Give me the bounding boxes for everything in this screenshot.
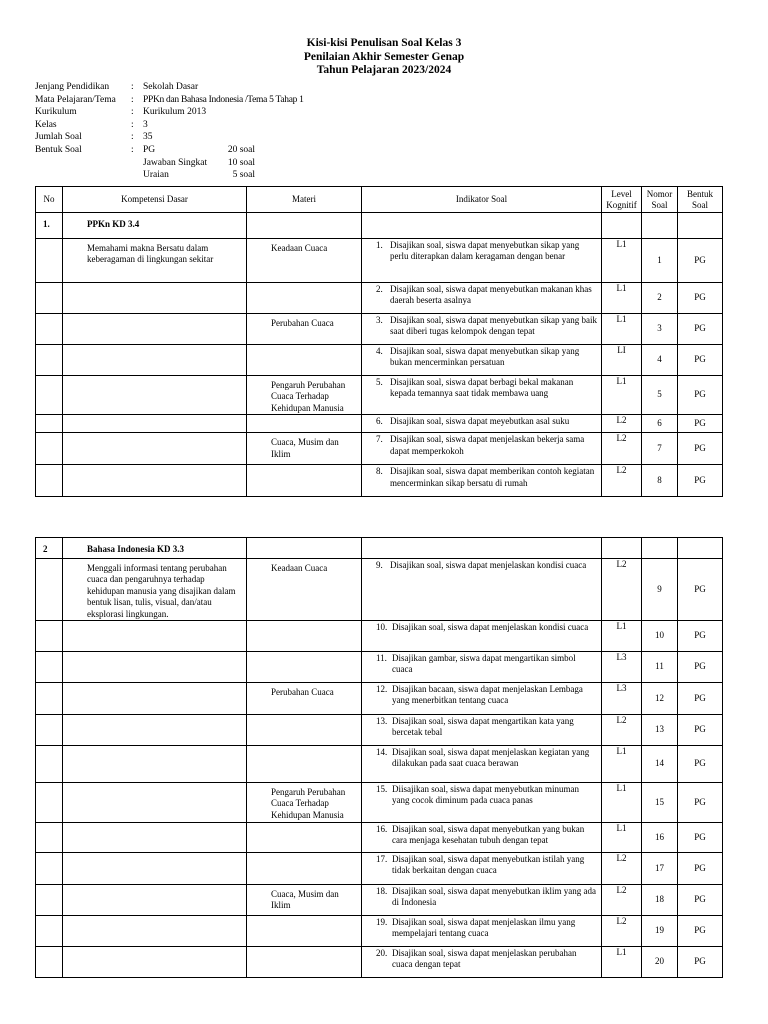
nomor-soal: 17 (642, 853, 678, 885)
nomor-soal: 16 (642, 823, 678, 853)
level-kognitif: L2 (602, 559, 642, 621)
bentuk-soal: PG (678, 621, 723, 652)
indikator-number: 13. (376, 716, 388, 727)
document-info (35, 81, 304, 182)
indikator-text: Disajikan soal, siswa dapat menjelaskan bekerja sama dapat memperkokoh (390, 434, 585, 456)
section-number: 1. (36, 213, 63, 239)
column-header: Materi (247, 187, 362, 213)
section-title-row (36, 538, 723, 559)
bentuk-soal: PG (678, 823, 723, 853)
table-row (36, 283, 723, 314)
row-number-cell (36, 683, 63, 715)
row-number-cell (36, 916, 63, 947)
kompetensi-dasar-empty (63, 345, 247, 376)
indikator-number: 11. (376, 653, 387, 664)
kompetensi-dasar-empty (63, 783, 247, 823)
level-kognitif: L2 (602, 885, 642, 916)
nomor-soal: 2 (642, 283, 678, 314)
materi (247, 746, 362, 783)
level-kognitif: L2 (602, 916, 642, 947)
info-row: Jenjang Pendidikan : Sekolah Dasar (35, 82, 199, 92)
level-kognitif: L1 (602, 621, 642, 652)
indikator-soal (362, 433, 602, 465)
row-number-cell (36, 823, 63, 853)
level-kognitif: L1 (602, 783, 642, 823)
indikator-number: 12. (376, 684, 388, 695)
indikator-soal (362, 783, 602, 823)
kompetensi-dasar-empty (63, 683, 247, 715)
indikator-text: Diisajikan soal, siswa dapat menyebutkan minuman yang cocok diminum pada cuaca panas (392, 784, 579, 806)
indikator-text: Disajikan bacaan, siswa dapat menjelaskan Lembaga yang menerbitkan tentang cuaca (392, 684, 583, 706)
kompetensi-dasar-empty (63, 885, 247, 916)
level-kognitif: LI (602, 345, 642, 376)
kompetensi-dasar: Memahami makna Bersatu dalam keberagaman di lingkungan sekitar (63, 239, 247, 283)
kompetensi-dasar-empty (63, 433, 247, 465)
info-label: Kurikulum (35, 107, 77, 118)
materi (247, 621, 362, 652)
nomor-soal: 8 (642, 465, 678, 497)
table-row (36, 433, 723, 465)
indikator-text: Disajikan soal, siswa dapat menjelaskan kondisi cuaca (390, 560, 587, 570)
row-number-cell (36, 559, 63, 621)
bentuk-soal: PG (678, 433, 723, 465)
table-row (36, 314, 723, 345)
nomor-soal: 11 (642, 652, 678, 683)
bentuk-soal-item: Jawaban Singkat 10 soal (143, 157, 255, 168)
kompetensi-dasar-empty (63, 465, 247, 497)
indikator-soal (362, 559, 602, 621)
indikator-soal (362, 823, 602, 853)
kompetensi-dasar-empty (63, 621, 247, 652)
bentuk-soal: PG (678, 283, 723, 314)
row-number-cell (36, 415, 63, 433)
materi: Pengaruh Perubahan Cuaca Terhadap Kehidupan Manusia (247, 376, 362, 415)
level-kognitif: L2 (602, 715, 642, 746)
indikator-text: Disajikan soal, siswa dapat menjelaskan kegiatan yang dilakukan pada saat cuaca berawan (392, 747, 590, 769)
indikator-text: Disajikan soal, siswa dapat menyebutkan yang bukan cara menjaga kesehatan tubuh dengan tepat (392, 824, 585, 846)
nomor-soal: 13 (642, 715, 678, 746)
info-label: Bentuk Soal (35, 144, 82, 155)
indikator-text: Disajikan soal, siswa dapat menyebutkan sikap yang bukan mencerminkan persatuan (390, 346, 580, 368)
materi: Pengaruh Perubahan Cuaca Terhadap Kehidupan Manusia (247, 783, 362, 823)
nomor-soal: 19 (642, 916, 678, 947)
row-number-cell (36, 239, 63, 283)
row-number-cell (36, 376, 63, 415)
nomor-soal: 9 (642, 559, 678, 621)
bentuk-soal: PG (678, 652, 723, 683)
materi: Keadaan Cuaca (247, 559, 362, 621)
info-row-bentuk-soal: Bentuk Soal : PG 20 soal Jawaban Singkat 10 soal Uraian 5 soal (35, 144, 255, 181)
indikator-soal (362, 683, 602, 715)
info-value: Kurikulum 2013 (143, 107, 207, 118)
indikator-soal (362, 415, 602, 433)
table-row (36, 559, 723, 621)
row-number-cell (36, 783, 63, 823)
title-line: Tahun Pelajaran 2023/2024 (316, 64, 452, 76)
indikator-text: Disajikan soal, siswa dapat menyebutkan makanan khas daerah beserta asalnya (390, 284, 592, 306)
materi (247, 916, 362, 947)
bentuk-soal: PG (678, 465, 723, 497)
nomor-soal: 18 (642, 885, 678, 916)
table-row (36, 783, 723, 823)
level-kognitif: L2 (602, 853, 642, 885)
section-number: 2 (36, 538, 63, 559)
indikator-text: Disajikan soal, siswa dapat menyebutkan sikap yang perlu diterapkan dalam keragaman dengan benar (390, 240, 580, 262)
indikator-text: Disajikan soal, siswa dapat memberikan contoh kegiatan mencerminkan sikap bersatu di rumah (390, 466, 595, 488)
indikator-number: 7. (376, 434, 383, 445)
table-row (36, 746, 723, 783)
indikator-soal (362, 621, 602, 652)
indikator-text: Disajikan soal, siswa dapat menyebutkan iklim yang ada di Indonesia (392, 886, 596, 908)
row-number-cell (36, 621, 63, 652)
table-row (36, 715, 723, 746)
materi (247, 947, 362, 978)
materi (247, 652, 362, 683)
bentuk-soal: PG (678, 853, 723, 885)
level-kognitif: L2 (602, 415, 642, 433)
row-number-cell (36, 652, 63, 683)
row-number-cell (36, 947, 63, 978)
column-header: Bentuk Soal (678, 187, 723, 213)
level-kognitif: L1 (602, 239, 642, 283)
kompetensi-dasar-empty (63, 415, 247, 433)
info-label: Jumlah Soal (35, 132, 82, 143)
bentuk-soal: PG (678, 239, 723, 283)
bentuk-soal: PG (678, 314, 723, 345)
document-title (0, 37, 768, 78)
indikator-number: 15. (376, 784, 388, 795)
table-row (36, 239, 723, 283)
indikator-soal (362, 314, 602, 345)
materi: Cuaca, Musim dan Iklim (247, 885, 362, 916)
nomor-soal: 6 (642, 415, 678, 433)
indikator-text: Disajikan soal, siswa dapat menyebutkan istilah yang tidak berkaitan dengan cuaca (392, 854, 585, 876)
row-number-cell (36, 715, 63, 746)
column-header: Nomor Soal (642, 187, 678, 213)
level-kognitif: L2 (602, 433, 642, 465)
bentuk-soal: PG (678, 715, 723, 746)
indikator-soal (362, 376, 602, 415)
materi: Keadaan Cuaca (247, 239, 362, 283)
nomor-soal: 14 (642, 746, 678, 783)
indikator-number: 20. (376, 948, 388, 959)
indikator-soal (362, 916, 602, 947)
kompetensi-dasar-empty (63, 715, 247, 746)
column-header: Kompetensi Dasar (63, 187, 247, 213)
title-line: Penilaian Akhir Semester Genap (303, 50, 465, 63)
indikator-number: 5. (376, 377, 383, 387)
indikator-text: Disajikan soal, siswa dapat menyebutkan sikap yang baik saat diberi tugas kelompok dengan tepat (390, 315, 597, 337)
kompetensi-dasar-empty (63, 376, 247, 415)
kompetensi-dasar-empty (63, 823, 247, 853)
indikator-text: Disajikan gambar, siswa dapat mengartikan simbol cuaca (392, 653, 576, 675)
indikator-number: 18. (376, 886, 388, 897)
bentuk-soal: PG (678, 376, 723, 415)
kisi-kisi-table-ppkn (35, 186, 723, 497)
indikator-number: 9. (376, 560, 383, 570)
indikator-text: Disajikan soal, siswa dapat mengartikan kata yang bercetak tebal (392, 716, 574, 738)
materi (247, 853, 362, 885)
column-header: Level Kognitif (602, 187, 642, 213)
section-title: PPKn KD 3.4 (63, 213, 247, 239)
bentuk-soal: PG (678, 783, 723, 823)
section-title: Bahasa Indonesia KD 3.3 (63, 538, 247, 559)
empty-cell (247, 538, 362, 559)
indikator-number: 17. (376, 854, 388, 865)
level-kognitif: L1 (602, 314, 642, 345)
info-value: 3 (143, 119, 148, 130)
empty-cell (678, 213, 723, 239)
kompetensi-dasar-empty (63, 916, 247, 947)
empty-cell (247, 213, 362, 239)
kompetensi-dasar: Menggali informasi tentang perubahan cuaca dan pengaruhnya terhadap kehidupan manusia yang disajikan dalam bentuk lisan, tulis, visual, dan/atau eksplorasi lingkungan. (63, 559, 247, 621)
indikator-soal (362, 947, 602, 978)
indikator-soal (362, 715, 602, 746)
empty-cell (362, 538, 602, 559)
column-header: No (36, 187, 63, 213)
materi: Perubahan Cuaca (247, 314, 362, 345)
indikator-soal (362, 283, 602, 314)
indikator-number: 16. (376, 824, 388, 835)
row-number-cell (36, 746, 63, 783)
bentuk-soal: PG (678, 345, 723, 376)
column-header: Indikator Soal (362, 187, 602, 213)
indikator-text: Disajikan soal, siswa dapat menjelaskan perubahan cuaca dengan tepat (392, 948, 577, 970)
header-row (36, 187, 723, 213)
info-label: Kelas (35, 119, 57, 130)
materi (247, 415, 362, 433)
bentuk-soal: PG (678, 559, 723, 621)
indikator-number: 3. (376, 315, 383, 325)
indikator-number: 6. (376, 416, 383, 427)
info-label: Mata Pelajaran/Tema (35, 94, 116, 105)
indikator-number: 1. (376, 240, 383, 250)
materi (247, 345, 362, 376)
bentuk-soal: PG (678, 885, 723, 916)
table-row (36, 885, 723, 916)
nomor-soal: 15 (642, 783, 678, 823)
info-value: PPKn dan Bahasa Indonesia /Tema 5 Tahap 1 (143, 94, 304, 105)
kompetensi-dasar-empty (63, 283, 247, 314)
kisi-kisi-table-bahasa-indonesia (35, 537, 723, 978)
empty-cell (642, 538, 678, 559)
bentuk-soal-item: PG 20 soal (143, 144, 255, 155)
empty-cell (642, 213, 678, 239)
table-row (36, 683, 723, 715)
nomor-soal: 5 (642, 376, 678, 415)
table-row (36, 916, 723, 947)
indikator-text: Disajikan soal, siswa dapat berbagi bekal makanan kepada temannya saat tidak membawa uang (390, 377, 574, 399)
level-kognitif: L3 (602, 652, 642, 683)
info-value: Sekolah Dasar (143, 82, 199, 92)
materi (247, 465, 362, 497)
bentuk-soal: PG (678, 746, 723, 783)
row-number-cell (36, 283, 63, 314)
indikator-number: 4. (376, 346, 383, 356)
indikator-number: 14. (376, 747, 388, 758)
indikator-soal (362, 345, 602, 376)
indikator-soal (362, 885, 602, 916)
indikator-soal (362, 746, 602, 783)
level-kognitif: L3 (602, 683, 642, 715)
indikator-number: 2. (376, 284, 383, 294)
bentuk-soal-item: Uraian 5 soal (143, 170, 255, 181)
row-number-cell (36, 314, 63, 345)
kompetensi-dasar-empty (63, 947, 247, 978)
nomor-soal: 7 (642, 433, 678, 465)
indikator-soal (362, 465, 602, 497)
indikator-text: Disajikan soal, siswa dapat menjelaskan ilmu yang mempelajari tentang cuaca (392, 917, 576, 939)
info-row: Jumlah Soal : 35 (35, 132, 153, 143)
level-kognitif: L2 (602, 465, 642, 497)
table-row (36, 345, 723, 376)
table-row (36, 415, 723, 433)
kompetensi-dasar-empty (63, 652, 247, 683)
kompetensi-dasar-empty (63, 746, 247, 783)
materi (247, 823, 362, 853)
level-kognitif: L1 (602, 376, 642, 415)
table-row (36, 621, 723, 652)
info-row: Mata Pelajaran/Tema : PPKn dan Bahasa Indonesia /Tema 5 Tahap 1 (35, 94, 304, 105)
info-label: Jenjang Pendidikan (35, 82, 110, 92)
row-number-cell (36, 885, 63, 916)
materi: Cuaca, Musim dan Iklim (247, 433, 362, 465)
indikator-number: 8. (376, 466, 383, 477)
bentuk-soal: PG (678, 916, 723, 947)
table-row (36, 465, 723, 497)
nomor-soal: 12 (642, 683, 678, 715)
indikator-text: Disajikan soal, siswa dapat menjelaskan kondisi cuaca (392, 622, 589, 633)
nomor-soal: 20 (642, 947, 678, 978)
materi (247, 715, 362, 746)
level-kognitif: L1 (602, 283, 642, 314)
nomor-soal: 10 (642, 621, 678, 652)
indikator-soal (362, 853, 602, 885)
indikator-soal (362, 239, 602, 283)
info-value: 35 (143, 132, 153, 143)
materi (247, 283, 362, 314)
bentuk-soal: PG (678, 947, 723, 978)
materi: Perubahan Cuaca (247, 683, 362, 715)
bentuk-soal-list (143, 144, 255, 182)
nomor-soal: 1 (642, 239, 678, 283)
indikator-number: 10. (376, 622, 388, 633)
empty-cell (362, 213, 602, 239)
row-number-cell (36, 465, 63, 497)
level-kognitif: L1 (602, 746, 642, 783)
section-title-row (36, 213, 723, 239)
table-row (36, 853, 723, 885)
info-row: Kelas : 3 (35, 119, 148, 130)
empty-cell (678, 538, 723, 559)
level-kognitif: L1 (602, 823, 642, 853)
table-row (36, 823, 723, 853)
title-line: Kisi-kisi Penulisan Soal Kelas 3 (306, 37, 462, 49)
table-row (36, 376, 723, 415)
level-kognitif: L1 (602, 947, 642, 978)
indikator-soal (362, 652, 602, 683)
row-number-cell (36, 433, 63, 465)
table-row (36, 947, 723, 978)
indikator-number: 19. (376, 917, 388, 928)
indikator-text: Disajikan soal, siswa dapat meyebutkan asal suku (390, 416, 570, 427)
nomor-soal: 3 (642, 314, 678, 345)
bentuk-soal: PG (678, 415, 723, 433)
empty-cell (602, 538, 642, 559)
kompetensi-dasar-empty (63, 314, 247, 345)
row-number-cell (36, 345, 63, 376)
row-number-cell (36, 853, 63, 885)
info-row: Kurikulum : Kurikulum 2013 (35, 107, 207, 118)
nomor-soal: 4 (642, 345, 678, 376)
bentuk-soal: PG (678, 683, 723, 715)
kompetensi-dasar-empty (63, 853, 247, 885)
table-row (36, 652, 723, 683)
empty-cell (602, 213, 642, 239)
